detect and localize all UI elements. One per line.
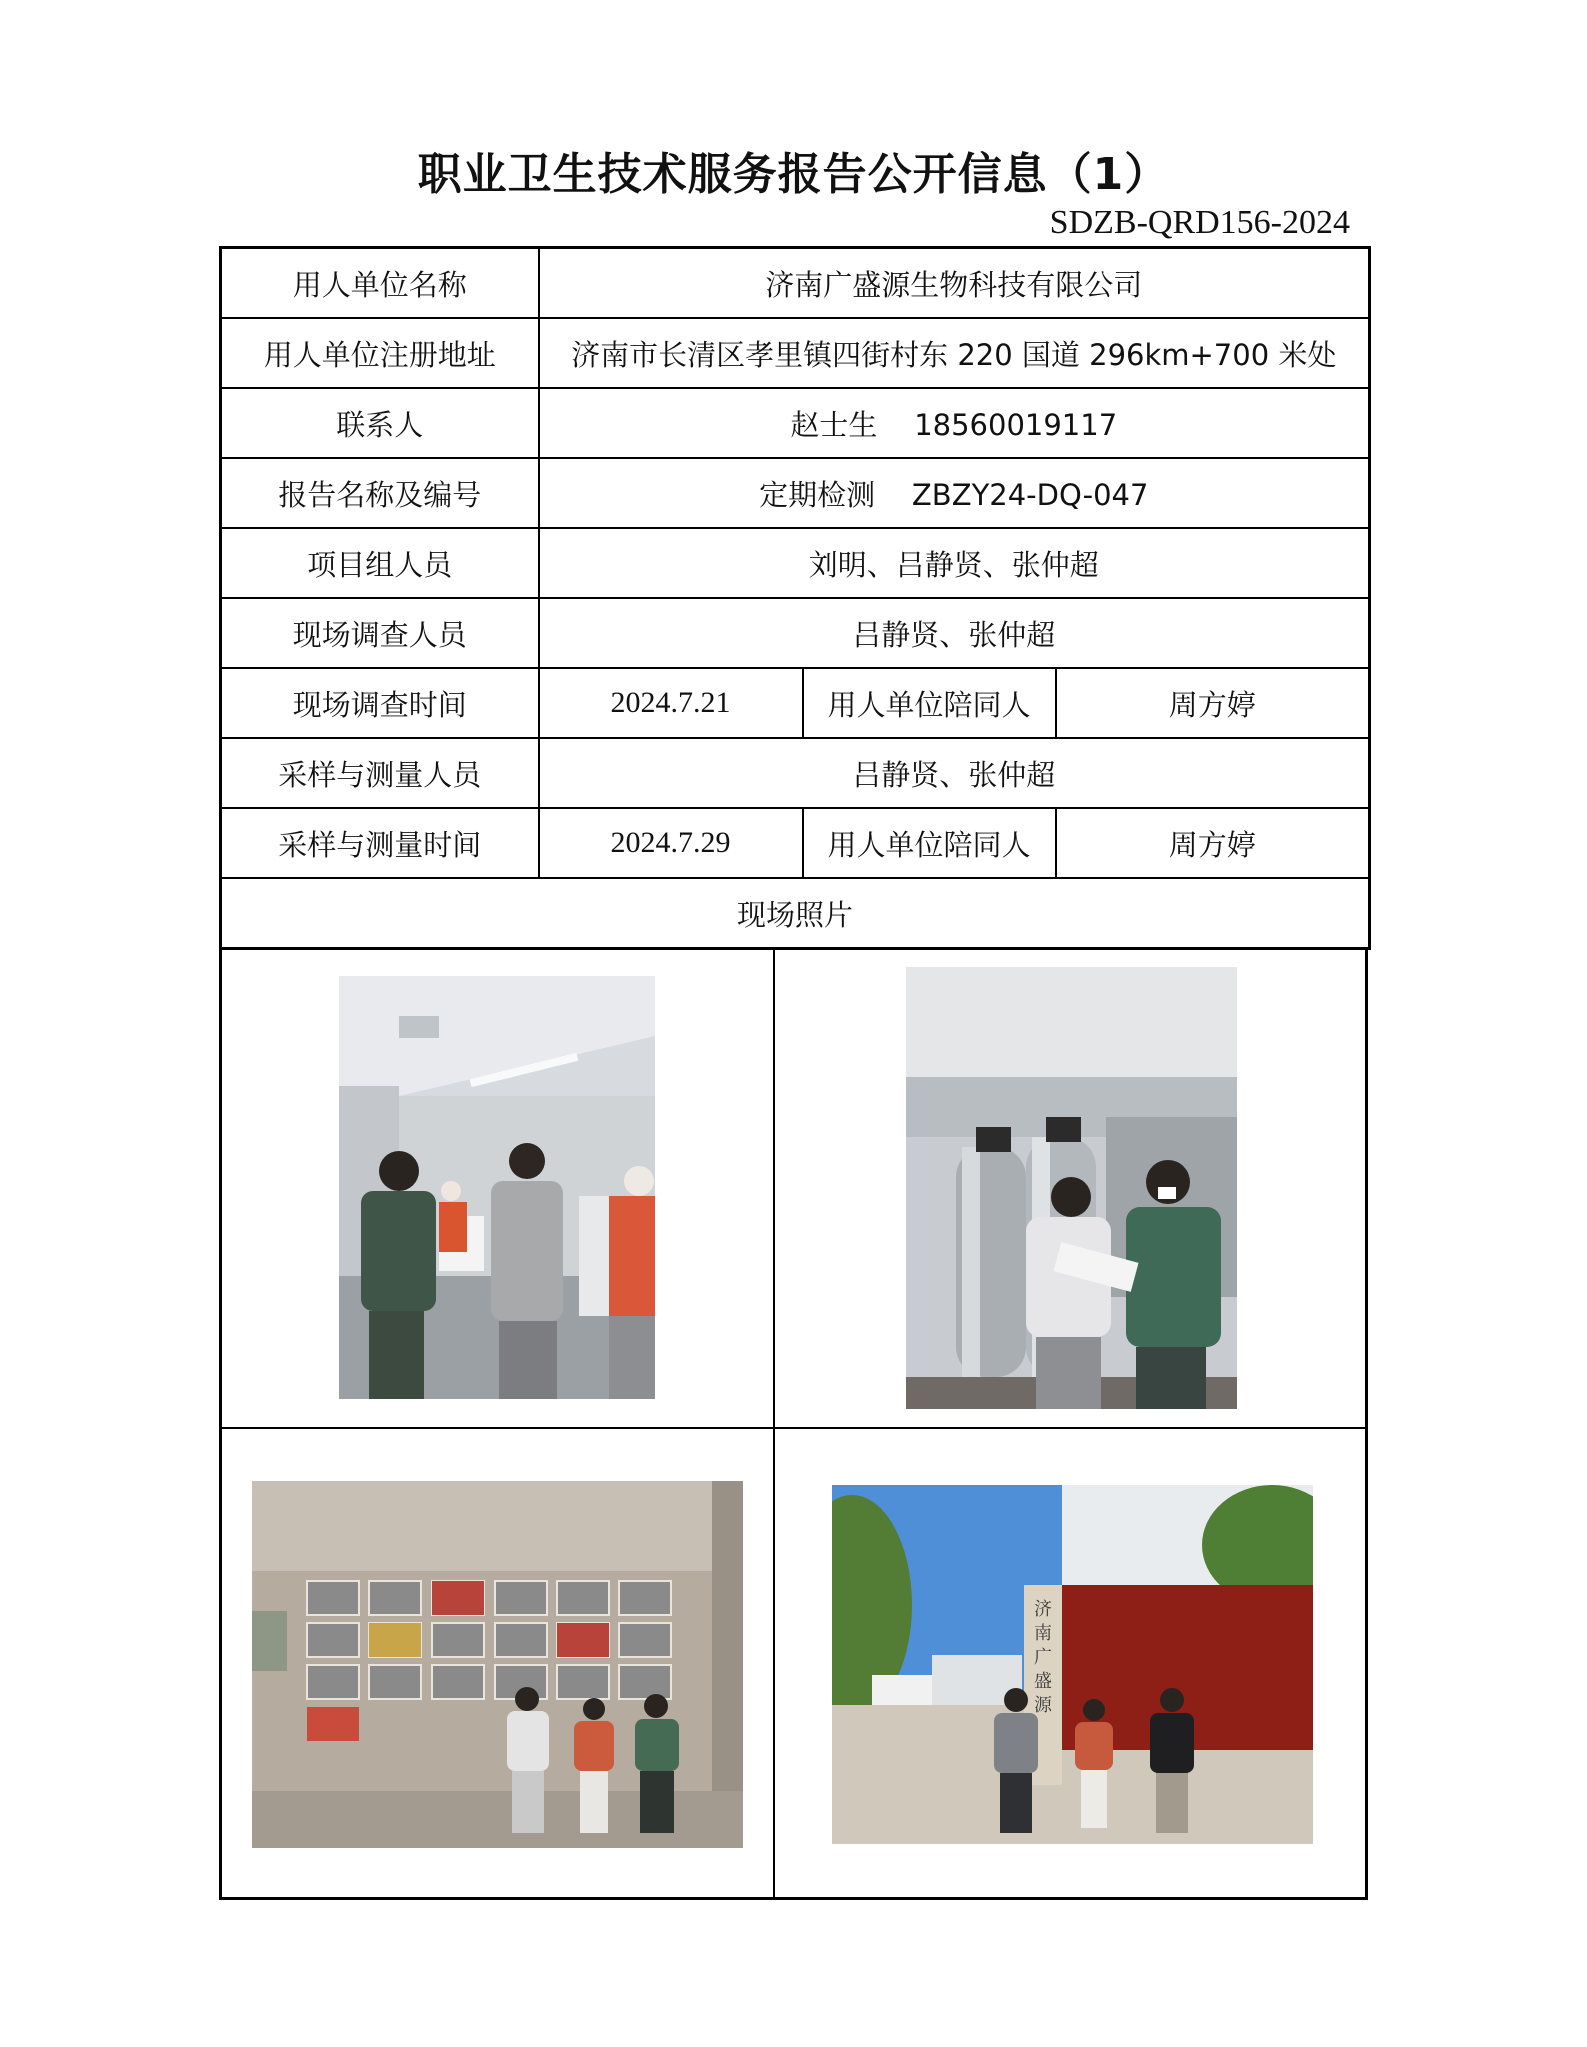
- table-row: [221, 738, 1370, 808]
- address-label: 用人单位注册地址: [221, 318, 539, 388]
- employer-name-label: 用人单位名称: [221, 248, 539, 319]
- table-row: [221, 318, 1370, 388]
- info-table: [219, 246, 1371, 950]
- table-row: [221, 668, 1370, 738]
- gate-sign-text: 济南广盛源: [1034, 1599, 1052, 1716]
- contact-value: 赵士生 18560019117: [539, 388, 1370, 458]
- survey-staff-label: 现场调查人员: [221, 598, 539, 668]
- site-photo-water-tanks: [906, 967, 1237, 1409]
- team-label: 项目组人员: [221, 528, 539, 598]
- employer-name-value: 济南广盛源生物科技有限公司: [539, 248, 1370, 319]
- photo-grid: [219, 949, 1368, 1900]
- sampling-time-label: 采样与测量时间: [221, 808, 539, 878]
- sampling-escort-value: 周方婷: [1056, 808, 1370, 878]
- survey-time-value: 2024.7.21: [539, 668, 803, 738]
- survey-staff-value: 吕静贤、张仲超: [539, 598, 1370, 668]
- address-value: 济南市长清区孝里镇四街村东 220 国道 296km+700 米处: [539, 318, 1370, 388]
- table-row: [221, 248, 1370, 319]
- table-row: [221, 458, 1370, 528]
- table-row: [221, 528, 1370, 598]
- contact-label: 联系人: [221, 388, 539, 458]
- sampling-escort-label: 用人单位陪同人: [803, 808, 1056, 878]
- report-value: 定期检测 ZBZY24-DQ-047: [539, 458, 1370, 528]
- table-row: [221, 388, 1370, 458]
- survey-time-label: 现场调查时间: [221, 668, 539, 738]
- sampling-staff-label: 采样与测量人员: [221, 738, 539, 808]
- team-value: 刘明、吕静贤、张仲超: [539, 528, 1370, 598]
- site-photo-factory-gate: [832, 1485, 1313, 1844]
- document-number: SDZB-QRD156-2024: [1049, 204, 1350, 241]
- photos-section-label: 现场照片: [221, 878, 1370, 949]
- survey-escort-label: 用人单位陪同人: [803, 668, 1056, 738]
- grid-divider-horizontal: [222, 1427, 1365, 1429]
- grid-divider-vertical: [773, 949, 775, 1897]
- table-row: [221, 598, 1370, 668]
- table-row: [221, 878, 1370, 949]
- table-row: [221, 808, 1370, 878]
- survey-escort-value: 周方婷: [1056, 668, 1370, 738]
- report-label: 报告名称及编号: [221, 458, 539, 528]
- site-photo-indoor-survey: [339, 976, 655, 1399]
- document-title: 职业卫生技术服务报告公开信息（1）: [417, 149, 1170, 200]
- site-photo-plaque-wall: [252, 1481, 743, 1848]
- sampling-staff-value: 吕静贤、张仲超: [539, 738, 1370, 808]
- sampling-time-value: 2024.7.29: [539, 808, 803, 878]
